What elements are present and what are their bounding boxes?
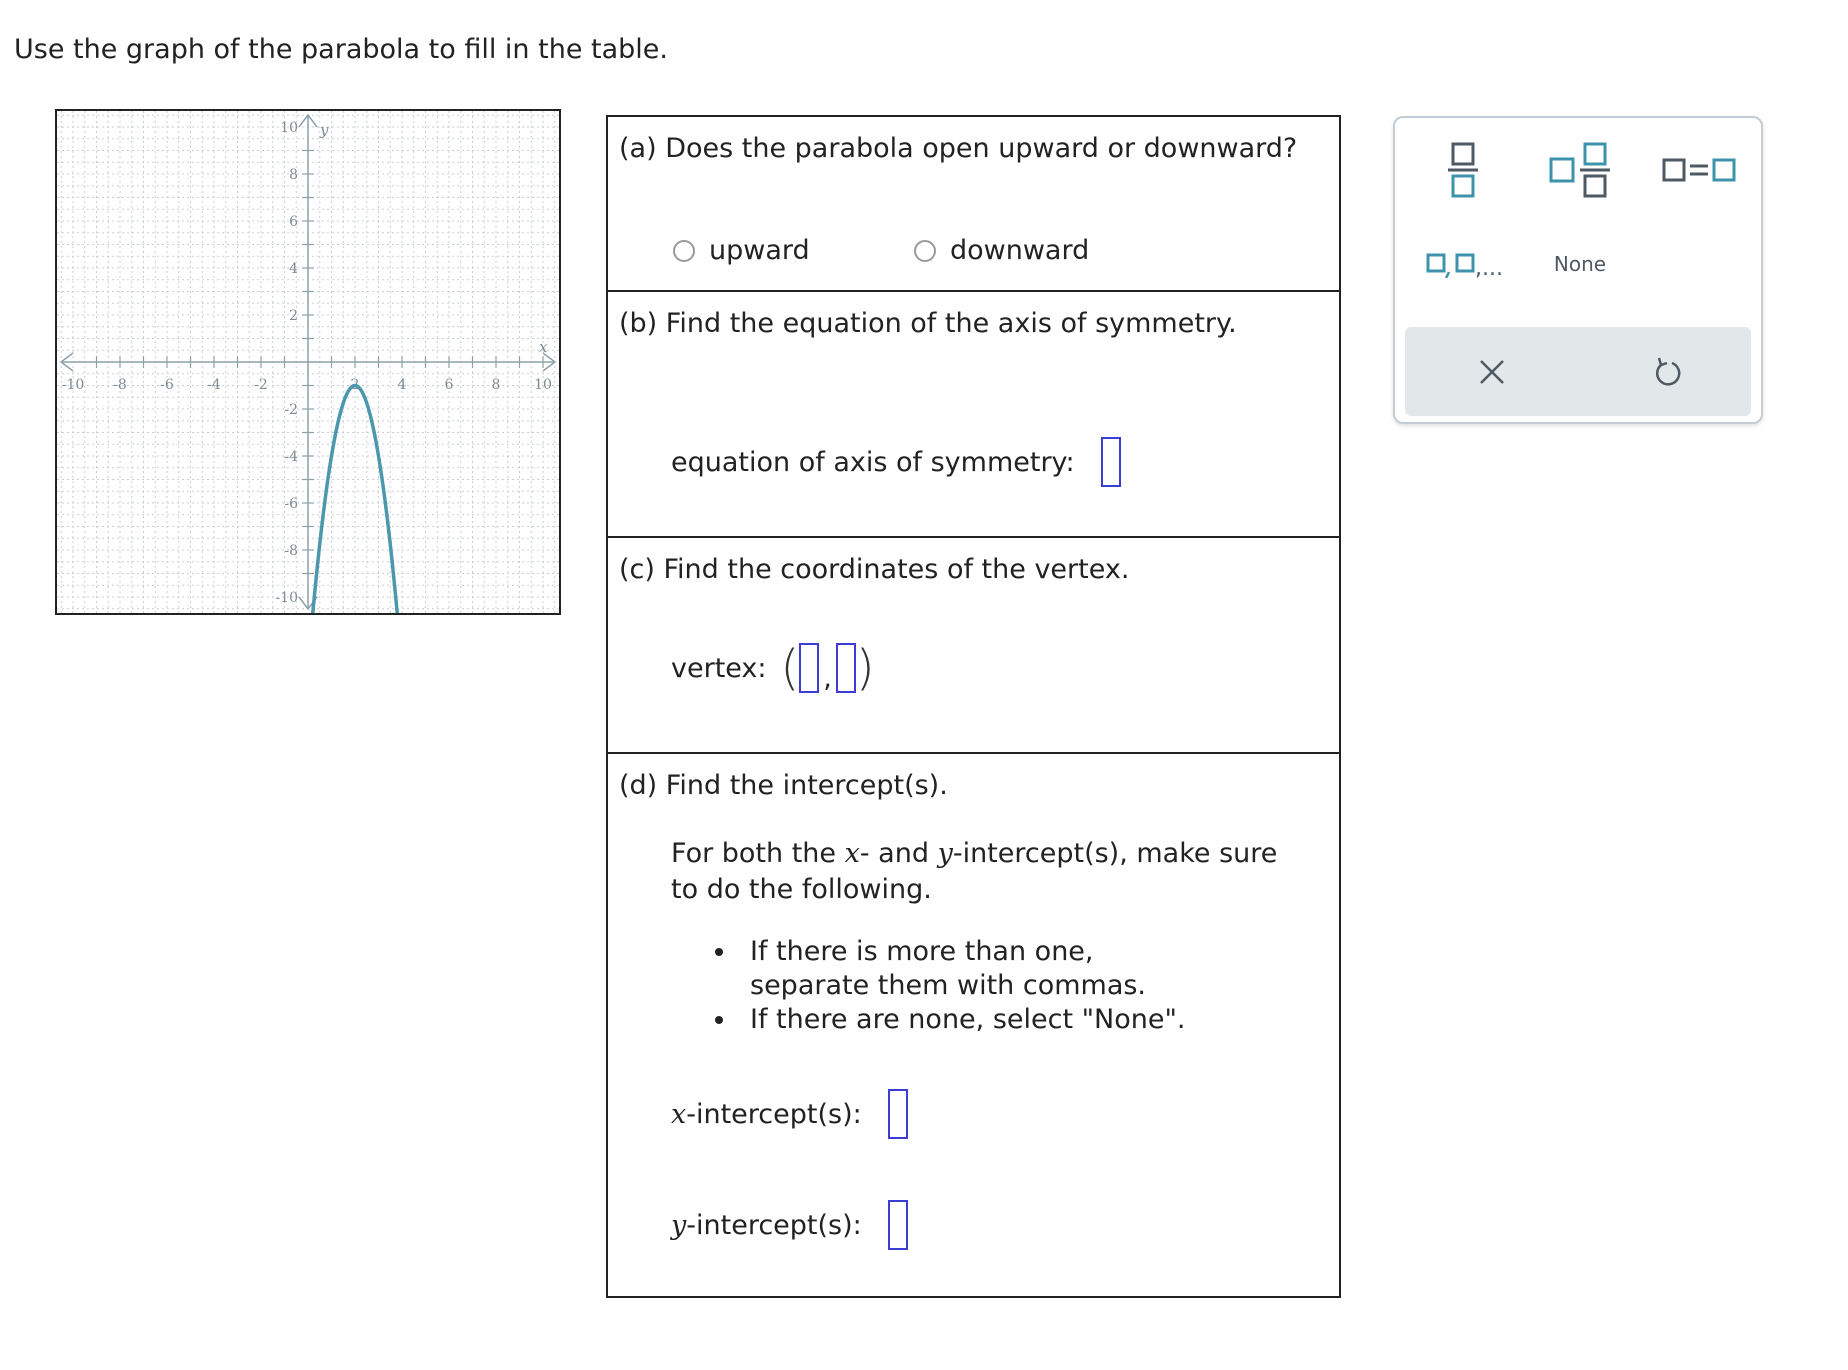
- option-downward-label: downward: [950, 235, 1090, 266]
- y-intercept-var: y: [671, 1209, 687, 1241]
- radio-downward[interactable]: [914, 240, 936, 262]
- undo-icon: [1652, 356, 1682, 388]
- x-axis-label: x: [539, 338, 548, 356]
- part-b-section: [608, 292, 1339, 538]
- y-tick-label: 4: [289, 261, 298, 277]
- equation-key[interactable]: [1657, 138, 1741, 202]
- list-icon: [1425, 250, 1455, 278]
- x-tick-label: -6: [160, 377, 174, 393]
- list-key[interactable]: [1421, 244, 1507, 284]
- x-intercept-var: x: [671, 1098, 687, 1130]
- vertex-x-input[interactable]: [799, 643, 819, 693]
- part-c-question: (c) Find the coordinates of the vertex.: [619, 554, 1130, 585]
- bullet-item: • If there is more than one, separate them with commas.: [738, 935, 1210, 1003]
- y-tick-label: 2: [289, 308, 298, 324]
- keypad-action-bar: [1405, 327, 1751, 416]
- vertex-ordered-pair: [780, 640, 875, 696]
- list-suffix: ,...: [1475, 255, 1503, 281]
- x-tick-label: -2: [254, 377, 268, 393]
- vertex-answer-row: [671, 640, 875, 696]
- x-tick-label: 8: [491, 377, 501, 393]
- x-tick-label: -8: [113, 377, 127, 393]
- part-d-section: [608, 754, 1339, 1298]
- x-tick-label: 6: [444, 377, 454, 393]
- x-tick-label: 2: [350, 377, 360, 393]
- part-d-bullets: [718, 935, 1210, 1037]
- undo-button[interactable]: [1642, 349, 1692, 395]
- mixed-number-key[interactable]: [1545, 138, 1615, 202]
- vertex-comma: ,: [823, 662, 832, 694]
- y-tick-label: -10: [275, 590, 298, 606]
- y-axis-label: y: [320, 121, 329, 139]
- instruction-text: Use the graph of the parabola to fill in the table.: [14, 34, 668, 65]
- math-keypad: [1393, 116, 1763, 424]
- parabola-graph: [55, 109, 561, 615]
- instr-x-var: x: [844, 838, 860, 869]
- part-b-question: (b) Find the equation of the axis of symmetry.: [619, 308, 1237, 339]
- axis-answer-input[interactable]: [1101, 437, 1121, 487]
- y-intercept-row: [671, 1200, 908, 1250]
- x-tick-label: 4: [397, 377, 407, 393]
- instr-y-var: y: [937, 838, 953, 869]
- x-tick-label: -10: [61, 377, 85, 393]
- x-tick-label: -4: [207, 377, 221, 393]
- axis-answer-label: equation of axis of symmetry:: [671, 446, 1075, 478]
- x-intercept-row: [671, 1089, 908, 1139]
- none-key[interactable]: None: [1553, 252, 1607, 276]
- vertex-open-paren: (: [780, 640, 800, 696]
- graph-canvas: [55, 109, 561, 615]
- part-a-section: [608, 117, 1339, 292]
- y-tick-label: 6: [289, 214, 298, 230]
- x-intercept-input[interactable]: [888, 1089, 908, 1139]
- option-upward[interactable]: [673, 235, 810, 266]
- y-tick-label: 10: [280, 120, 298, 136]
- y-intercept-input[interactable]: [888, 1200, 908, 1250]
- option-downward[interactable]: [914, 235, 1089, 266]
- list-icon-second-box: [1455, 250, 1475, 278]
- option-upward-label: upward: [709, 235, 810, 266]
- part-c-section: [608, 538, 1339, 754]
- instr-part-4: to do the following.: [671, 874, 932, 905]
- radio-upward[interactable]: [673, 240, 695, 262]
- fraction-key[interactable]: [1433, 138, 1493, 202]
- axis-answer-row: [671, 437, 1121, 487]
- x-intercept-label: -intercept(s):: [686, 1098, 862, 1130]
- vertex-y-input[interactable]: [836, 643, 856, 693]
- x-tick-label: 10: [534, 377, 552, 393]
- instr-part-3: -intercept(s), make sure: [952, 838, 1278, 869]
- vertex-close-paren: ): [855, 640, 875, 696]
- fraction-icon: [1445, 141, 1481, 199]
- close-icon: [1478, 358, 1506, 386]
- mixed-number-icon: [1547, 141, 1613, 199]
- y-intercept-label: -intercept(s):: [686, 1209, 862, 1241]
- instr-part-1: For both the: [671, 838, 845, 869]
- y-tick-label: -2: [284, 402, 298, 418]
- y-tick-label: -6: [284, 496, 298, 512]
- y-tick-label: -4: [284, 449, 298, 465]
- clear-button[interactable]: [1467, 349, 1517, 395]
- y-tick-label: -8: [284, 543, 298, 559]
- instr-part-2: - and: [859, 838, 938, 869]
- question-table: [606, 115, 1341, 1298]
- vertex-answer-label: vertex:: [671, 652, 767, 684]
- part-d-instruction: [671, 836, 1277, 908]
- part-a-question: (a) Does the parabola open upward or downward?: [619, 133, 1298, 164]
- y-tick-label: 8: [289, 167, 298, 183]
- bullet-item: • If there are none, select "None".: [738, 1003, 1210, 1037]
- part-d-question: (d) Find the intercept(s).: [619, 770, 948, 801]
- equals-icon: [1660, 150, 1738, 190]
